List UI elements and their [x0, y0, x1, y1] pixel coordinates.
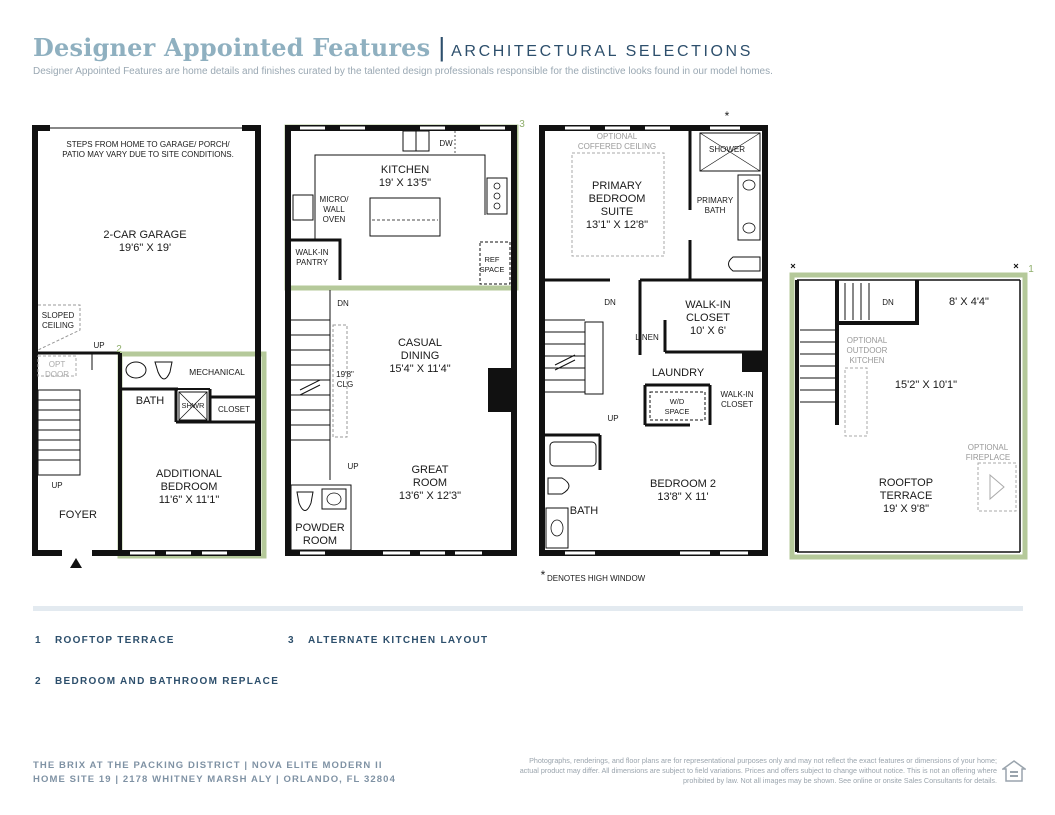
- plan3-interior-walls: [542, 128, 765, 470]
- powder-sink: [322, 489, 346, 509]
- title-main: Designer Appointed Features: [33, 33, 431, 62]
- legend-num: 1: [35, 635, 42, 646]
- primary-label-2: BEDROOM: [588, 193, 646, 205]
- walkin2-label-2: CLOSET: [720, 400, 754, 409]
- plan-third-floor: [539, 109, 768, 583]
- plan-ground-floor: [32, 125, 264, 568]
- chase-block: [742, 352, 765, 372]
- dn-label-roof: DN: [882, 298, 894, 307]
- garage-note-1: STEPS FROM HOME TO GARAGE/ PORCH/: [66, 140, 230, 149]
- up-label-2f: UP: [347, 462, 359, 471]
- powder-toilet: [297, 492, 313, 511]
- shower-label: SHOWER: [709, 145, 745, 154]
- great-label-1: GREAT: [411, 464, 449, 476]
- clg-label-2: CLG: [336, 380, 354, 389]
- high-window-asterisk: *: [724, 109, 730, 123]
- terrace-inner-dims: 15'2" X 10'1": [894, 379, 958, 391]
- primary-bath-label-1: PRIMARY: [696, 196, 734, 205]
- bath-sink: [126, 362, 146, 378]
- legend-label: ALTERNATE KITCHEN LAYOUT: [308, 635, 489, 646]
- casual-label-2: DINING: [400, 350, 440, 362]
- bath-toilet: [155, 362, 172, 379]
- roof-markers: [791, 264, 1018, 268]
- sloped-label-2: CEILING: [41, 321, 75, 330]
- section-divider: [33, 606, 1023, 611]
- small-terrace-dims: 8' X 4'4": [949, 296, 989, 308]
- foyer-label: FOYER: [59, 509, 97, 521]
- outdoor-label-3: KITCHEN: [849, 356, 885, 365]
- walkin2-label-1: WALK-IN: [720, 390, 754, 399]
- sloped-label-1: SLOPED: [41, 311, 75, 320]
- title-subtitle: ARCHITECTURAL SELECTIONS: [451, 43, 753, 60]
- legend-item-kitchen: [288, 635, 488, 646]
- dw-label: DW: [439, 139, 453, 148]
- option-marker-1: 1: [1028, 264, 1034, 275]
- option-marker-2: 2: [116, 344, 122, 355]
- kitchen-island: [370, 198, 440, 236]
- walkin-label-1: WALK-IN: [685, 299, 731, 311]
- primary-dims: 13'1" X 12'8": [585, 219, 649, 231]
- walkin-dims: 10' X 6': [689, 325, 727, 337]
- primary-vanity: [738, 175, 760, 240]
- terrace-label-2: TERRACE: [879, 490, 933, 502]
- up-label-foyer: UP: [93, 341, 105, 350]
- micro-label-2: WALL: [323, 205, 345, 214]
- fireplace: [488, 368, 512, 412]
- bath-label: BATH: [135, 395, 165, 407]
- laundry-label: LAUNDRY: [651, 367, 705, 379]
- bath2-vanity: [546, 508, 568, 548]
- legend-label: BEDROOM AND BATHROOM REPLACE: [55, 676, 280, 687]
- great-label-2: ROOM: [412, 477, 448, 489]
- dn-label-2f: DN: [337, 299, 349, 308]
- terrace-label-1: ROOFTOP: [878, 477, 934, 489]
- primary-label-1: PRIMARY: [592, 180, 642, 192]
- outdoor-label-2: OUTDOOR: [846, 346, 888, 355]
- shwr-label: SHWR: [181, 401, 205, 410]
- bathtub: [550, 442, 596, 466]
- add-bedroom-label-1: ADDITIONAL: [155, 468, 223, 480]
- opt-door-label-2: DOOR: [45, 370, 69, 379]
- powder-label-2: ROOM: [302, 535, 338, 547]
- primary-toilet: [729, 257, 761, 271]
- casual-label-1: CASUAL: [397, 337, 443, 349]
- bath2-toilet: [548, 478, 569, 494]
- powder-label-1: POWDER: [295, 522, 345, 534]
- plan2-stair: [291, 290, 330, 480]
- plan-rooftop: [791, 264, 1034, 557]
- micro-label-3: OVEN: [322, 215, 346, 224]
- fireplace-label-1: OPTIONAL: [967, 443, 1009, 452]
- footer-line-1: THE BRIX AT THE PACKING DISTRICT | NOVA ELITE MODERN II: [33, 760, 383, 771]
- ref-label-1: REF: [484, 255, 500, 264]
- garage-note-2: PATIO MAY VARY DUE TO SITE CONDITIONS.: [62, 150, 234, 159]
- ref-label-2: SPACE: [479, 265, 505, 274]
- garage-dims: 19'6" X 19': [118, 242, 172, 254]
- kitchen-label: KITCHEN: [380, 164, 430, 176]
- title-separator: |: [438, 32, 446, 62]
- footer-disclaimer: Photographs, renderings, and floor plans are for representational purposes only and may not reflect the exact features or dimensions of your home; actual product may differ. All dimensions are subject to field variations. Prices and offers subject to change without notice. This is not an offering where prohibited by law. Not all images may be shown. See online or onsite Sales Consultants for details.: [519, 756, 997, 785]
- add-bedroom-label-2: BEDROOM: [160, 481, 218, 493]
- legend-item-bedroom: [35, 676, 279, 687]
- up-label-3f: UP: [607, 414, 619, 423]
- plan1-walls: [32, 125, 261, 556]
- highlight-bedroom-bath: [120, 354, 264, 556]
- casual-dims: 15'4" X 11'4": [389, 363, 451, 375]
- linen-label: LINEN: [635, 333, 659, 342]
- wd-label-2: SPACE: [664, 407, 690, 416]
- bedroom2-label: BEDROOM 2: [649, 478, 717, 490]
- up-label-stair: UP: [51, 481, 63, 490]
- outdoor-kitchen-outline: [845, 368, 867, 436]
- legend-label: ROOFTOP TERRACE: [55, 635, 175, 646]
- footer-line-2: HOME SITE 19 | 2178 WHITNEY MARSH ALY | ORLANDO, FL 32804: [33, 774, 396, 785]
- plan3-stair: [545, 320, 603, 394]
- page-description: Designer Appointed Features are home details and finishes curated by the talented design professionals responsible for the distinctive looks found in our model homes.: [33, 66, 773, 77]
- add-bedroom-dims: 11'6" X 11'1": [158, 494, 220, 506]
- clg-label-1: 19'8": [336, 370, 354, 379]
- dn-label-3f: DN: [604, 298, 616, 307]
- mechanical-label: MECHANICAL: [189, 367, 245, 377]
- fireplace-label-2: FIREPLACE: [965, 453, 1011, 462]
- micro-label-1: MICRO/: [319, 195, 349, 204]
- terrace-dims: 19' X 9'8": [882, 503, 930, 515]
- great-dims: 13'6" X 12'3": [398, 490, 462, 502]
- wd-label-1: W/D: [669, 397, 685, 406]
- primary-label-3: SUITE: [600, 206, 634, 218]
- legend-num: 2: [35, 676, 42, 687]
- fireplace-outline: [978, 463, 1016, 511]
- primary-bath-label-2: BATH: [704, 206, 726, 215]
- garage-label: 2-CAR GARAGE: [103, 229, 187, 241]
- entry-arrow-icon: [70, 558, 82, 568]
- opt-door-label-1: OPT: [48, 360, 66, 369]
- footer-address: [33, 759, 396, 787]
- legend-num: 3: [288, 635, 295, 646]
- closet-label: CLOSET: [217, 405, 251, 414]
- outdoor-label-1: OPTIONAL: [846, 336, 888, 345]
- option-marker-3: 3: [519, 119, 525, 130]
- plan-second-floor: [285, 119, 525, 556]
- bath2-label: BATH: [569, 505, 599, 517]
- wall-oven: [293, 195, 313, 220]
- pantry-label-2: PANTRY: [296, 258, 328, 267]
- high-window-note: DENOTES HIGH WINDOW: [547, 574, 646, 583]
- walkin-label-2: CLOSET: [685, 312, 731, 324]
- pantry-label-1: WALK-IN: [295, 248, 329, 257]
- legend-item-rooftop: [35, 635, 175, 646]
- coffered-label-2: COFFERED CEILING: [577, 142, 657, 151]
- note-asterisk: *: [540, 568, 546, 582]
- equal-housing-icon: [1002, 760, 1026, 782]
- coffered-label-1: OPTIONAL: [596, 132, 638, 141]
- bedroom2-dims: 13'8" X 11': [657, 491, 709, 503]
- plan1-stair: [38, 390, 80, 475]
- kitchen-dims: 19' X 13'5": [378, 177, 432, 189]
